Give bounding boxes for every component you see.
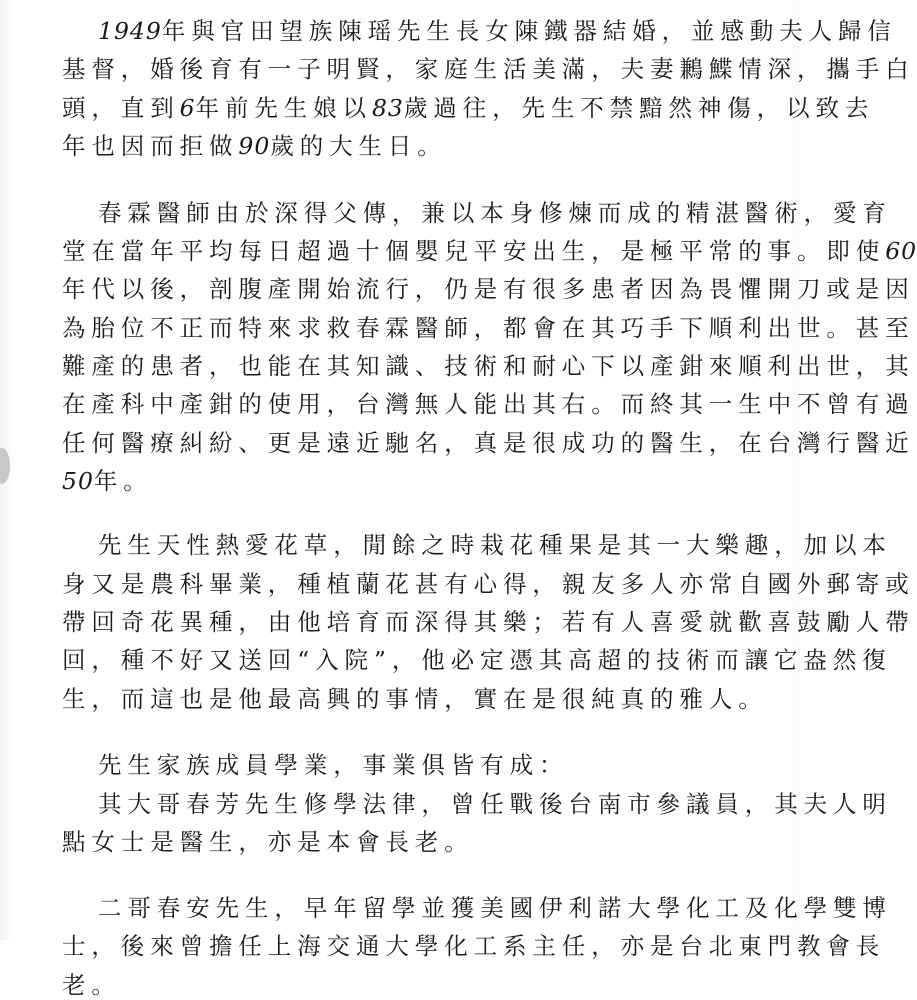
text-segment: 基督，婚後育有一子明賢，家庭生活美滿，夫妻鶼鰈情深，攜手白: [62, 55, 915, 83]
text-segment: 在產科中產鉗的使用，台灣無人能出其右。而終其一生中不曾有過: [62, 390, 915, 418]
text-segment: 先生天性熱愛花草，閒餘之時栽花種果是其一大樂趣，加以本: [98, 531, 892, 559]
text-line: [62, 466, 762, 496]
text-segment: 身又是農科畢業，種植蘭花甚有心得，親友多人亦常自國外郵寄或: [62, 570, 915, 598]
number-text: 1949: [98, 17, 162, 45]
text-line: [98, 789, 892, 819]
text-line: [98, 16, 897, 46]
text-segment: 年代以後，剖腹產開始流行，仍是有很多患者因為畏懼開刀或是因: [62, 275, 915, 303]
text-segment: 帶回奇花異種，由他培育而深得其樂；若有人喜愛就歡喜鼓勵人帶: [62, 608, 915, 636]
text-line: [62, 684, 768, 714]
text-segment: 先生家族成員學業，事業俱皆有成：: [98, 751, 569, 779]
text-line: [98, 198, 892, 228]
page-edge-mark: [0, 448, 10, 484]
text-line: [62, 351, 915, 381]
text-segment: 士，後來曾擔任上海交通大學化工系主任，亦是台北東門教會長: [62, 932, 886, 960]
text-segment: 歲的大生日。: [270, 132, 447, 160]
text-segment: 難產的患者，也能在其知識、技術和耐心下以產鉗來順利出世，其: [62, 352, 915, 380]
text-line: [98, 750, 798, 780]
number-text: 60: [885, 237, 917, 265]
text-line: [62, 236, 917, 266]
number-text: 50: [62, 467, 94, 495]
text-segment: 老。: [62, 971, 121, 999]
text-line: [62, 313, 915, 343]
text-segment: 頭，直到: [62, 94, 180, 122]
text-line: [62, 931, 886, 961]
text-segment: 任何醫療糾紛、更是遠近馳名，真是很成功的醫生，在台灣行醫近: [62, 429, 915, 457]
text-segment: 點女士是醫生，亦是本會長老。: [62, 828, 474, 856]
text-segment: 春霖醫師由於深得父傳，兼以本身修煉而成的精湛醫術，愛育: [98, 199, 892, 227]
text-line: [62, 389, 915, 419]
text-line: [62, 645, 892, 675]
text-segment: 生，而這也是他最高興的事情，實在是很純真的雅人。: [62, 685, 768, 713]
text-segment: 年。: [93, 467, 153, 495]
text-line: [98, 530, 892, 560]
number-text: 83: [371, 94, 404, 122]
text-line: [62, 827, 762, 857]
text-line: [62, 607, 915, 637]
text-line: [62, 428, 915, 458]
text-line: [98, 893, 892, 923]
text-segment: 回，種不好又送回“入院”，他必定憑其高超的技術而讓它盎然復: [62, 646, 892, 674]
text-line: [62, 274, 915, 304]
text-segment: 為胎位不正而特來求救春霖醫師，都會在其巧手下順利出世。甚至: [62, 314, 915, 342]
text-line: [62, 569, 915, 599]
text-segment: 歲過往，先生不禁黯然神傷，以致去: [403, 94, 875, 122]
text-line: [62, 131, 762, 161]
text-segment: 堂在當年平均每日超過十個嬰兒平安出生，是極平常的事。即使: [62, 237, 886, 265]
text-segment: 二哥春安先生，早年留學並獲美國伊利諾大學化工及化學雙博: [98, 894, 892, 922]
text-line: [62, 93, 875, 123]
number-text: 90: [238, 132, 271, 160]
text-segment: 年前先生娘以: [195, 94, 372, 122]
text-segment: 年與官田望族陳瑶先生長女陳鐵器結婚，並感動夫人歸信: [161, 17, 897, 45]
text-segment: 年也因而拒做: [62, 132, 239, 160]
number-text: 6: [179, 94, 196, 122]
text-line: [62, 54, 915, 84]
text-line: [62, 970, 762, 1000]
text-segment: 其大哥春芳先生修學法律，曾任戰後台南市參議員，其夫人明: [98, 790, 892, 818]
